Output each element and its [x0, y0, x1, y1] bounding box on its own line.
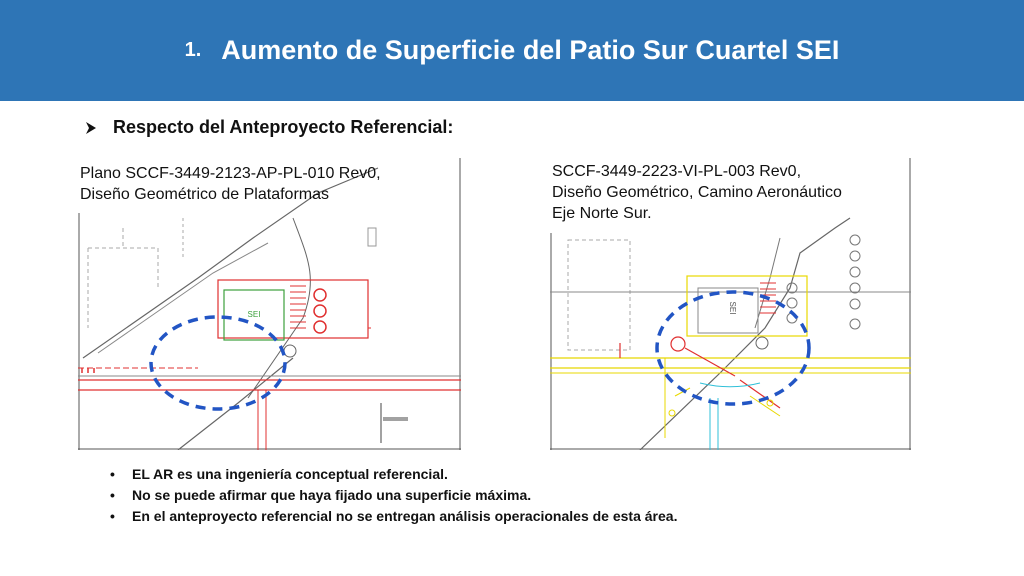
figure-right-caption-line2: Diseño Geométrico, Camino Aeronáutico: [552, 184, 842, 201]
slide-title-number: 1.: [184, 39, 202, 61]
building-label-left: SEI: [247, 310, 261, 319]
slide-title-text: Aumento de Superficie del Patio Sur Cuartel SEI: [221, 35, 840, 65]
figure-left-caption-line1: Plano SCCF-3449-2123-AP-PL-010 Rev0,: [80, 165, 381, 182]
section-heading: [84, 117, 453, 138]
figure-right-caption-line3: Eje Norte Sur.: [552, 205, 652, 222]
figure-left-caption-line2: Diseño Geométrico de Plataformas: [80, 186, 329, 203]
bullet-item: • En el anteproyecto referencial no se entregan análisis operacionales de esta área.: [110, 506, 677, 527]
figure-left-caption: [80, 163, 381, 205]
bullet-item: • No se puede afirmar que haya fijado una superficie máxima.: [110, 485, 677, 506]
figure-left: [78, 158, 461, 450]
slide-title: [0, 0, 1024, 101]
arrow-right-icon: [84, 121, 98, 135]
bullet-list: [110, 464, 677, 527]
bullet-item: • EL AR es una ingeniería conceptual referencial.: [110, 464, 677, 485]
figure-right-caption-line1: SCCF-3449-2223-VI-PL-003 Rev0,: [552, 163, 802, 180]
figure-right-caption: [552, 161, 842, 224]
building-label-right: SEI: [728, 301, 737, 315]
section-heading-text: Respecto del Anteproyecto Referencial:: [113, 117, 454, 137]
figure-right: [550, 158, 911, 450]
